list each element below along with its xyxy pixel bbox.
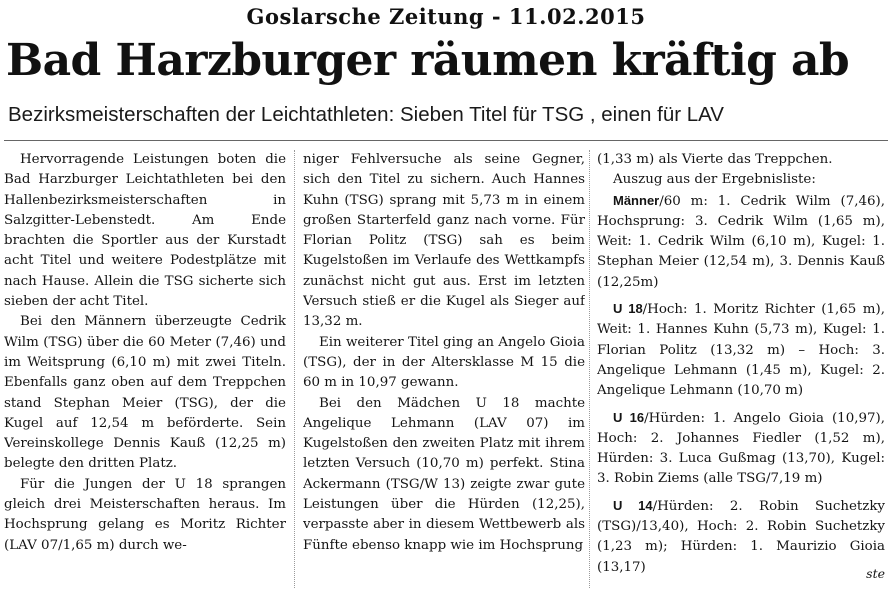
column-3 [597, 150, 885, 590]
paragraph-girls: Bei den Mädchen U 18 machte Angelique Lehmann (LAV 07) im Kugelstoßen den zweiten Platz mit ihrem letzten Versuch (10,70 m) perfekt. Stina Ackermann (TSG/W 13) zeigte zwar gute Leistungen über die Hürden (12,25), verpasste aber in diesem Wettbewerb als Fünfte ebenso knapp wie im Hochsprung [303, 395, 585, 553]
result-text: /60 m: 1. Cedrik Wilm (7,46), Hochsprung: 3. Cedrik Wilm (1,65 m), Weit: 1. Cedrik Wilm (6,10 m), Kugel: 1. Stephan Meier (12,54 m), 3. Dennis Kauß (12,25m) [597, 193, 885, 290]
headline: Bad Harzburger räumen kräftig ab [6, 35, 850, 86]
result-entry [597, 299, 885, 401]
result-entry [597, 408, 885, 490]
paragraph-u18-start: Für die Jungen der U 18 sprangen gleich drei Meisterschaften heraus. Im Hochsprung gelang es Moritz Richter (LAV 07/1,65 m) durch we- [4, 476, 286, 553]
paragraph-intro: Hervorragende Leistungen boten die Bad Harzburger Leichtathleten bei den Hallenbezirksmeisterschaften in Salzgitter-Lebenstedt. Am Ende brachten die Sportler aus der Kurstadt acht Titel und weitere Podestplätze mit nach Hause. Allein die TSG sicherte sich sieben der acht Titel. [4, 152, 286, 310]
paragraph-gioia: Ein weiterer Titel ging an Angelo Gioia (TSG), der in der Altersklasse M 15 die 60 m in 10,97 gewann. [303, 334, 585, 391]
author-initials: ste [866, 565, 885, 581]
column-1 [4, 150, 286, 590]
subheadline: Bezirksmeisterschaften der Leichtathleten: Sieben Titel für TSG , einen für LAV [8, 103, 724, 126]
column-2 [303, 150, 585, 590]
result-text: /Hoch: 1. Moritz Richter (1,65 m), Weit: 1. Hannes Kuhn (5,73 m), Kugel: 1. Florian Politz (13,32 m) – Hoch: 3. Angelique Lehmann (1,45 m), Kugel: 2. Angelique Lehmann (10,70 m) [597, 302, 885, 399]
paragraph-girls-cont: (1,33 m) als Vierte das Treppchen. [597, 152, 833, 167]
column-separator [589, 150, 590, 588]
masthead: Goslarsche Zeitung - 11.02.2015 [246, 4, 646, 29]
column-separator [294, 150, 295, 588]
result-entry [597, 191, 885, 293]
results-heading: Auszug aus der Ergebnisliste: [613, 172, 816, 188]
result-category: U 14 [613, 497, 653, 513]
result-category: U 18 [613, 301, 643, 317]
header-divider [4, 140, 888, 141]
result-text: /Hürden: 2. Robin Suchetzky (TSG)/13,40), Hoch: 2. Robin Suchetzky (1,23 m); Hürden: 1. Maurizio Gioia (13,17) [597, 498, 885, 575]
result-text: /Hürden: 1. Angelo Gioia (10,97), Hoch: 2. Johannes Fiedler (1,52 m), Hürden: 3. Luca Gußmag (13,70), Kugel: 3. Robin Ziems (alle TSG/7,19 m) [597, 410, 885, 487]
paragraph-u18-cont: niger Fehlversuche als seine Gegner, sich den Titel zu sichern. Auch Hannes Kuhn (TSG) sprang mit 5,73 m in einem großen Starterfeld ganz nach vorne. Für Florian Politz (TSG) sah es beim Kugelstoßen im Verlaufe des Wettkampfs zunächst nicht gut aus. Erst im letzten Versuch stieß er die Kugel als Sieger auf 13,32 m. [303, 152, 585, 330]
paragraph-men: Bei den Männern überzeugte Cedrik Wilm (TSG) über die 60 Meter (7,46) und im Weitsprung (6,10 m) mit zwei Titeln. Ebenfalls ganz oben auf dem Treppchen stand Stephan Meier (TSG), der die Kugel auf 12,54 m beförderte. Sein Vereinskollege Dennis Kauß (12,25 m) belegte den dritten Platz. [4, 314, 286, 472]
result-category: Männer [613, 192, 660, 208]
result-category: U 16 [613, 409, 645, 425]
